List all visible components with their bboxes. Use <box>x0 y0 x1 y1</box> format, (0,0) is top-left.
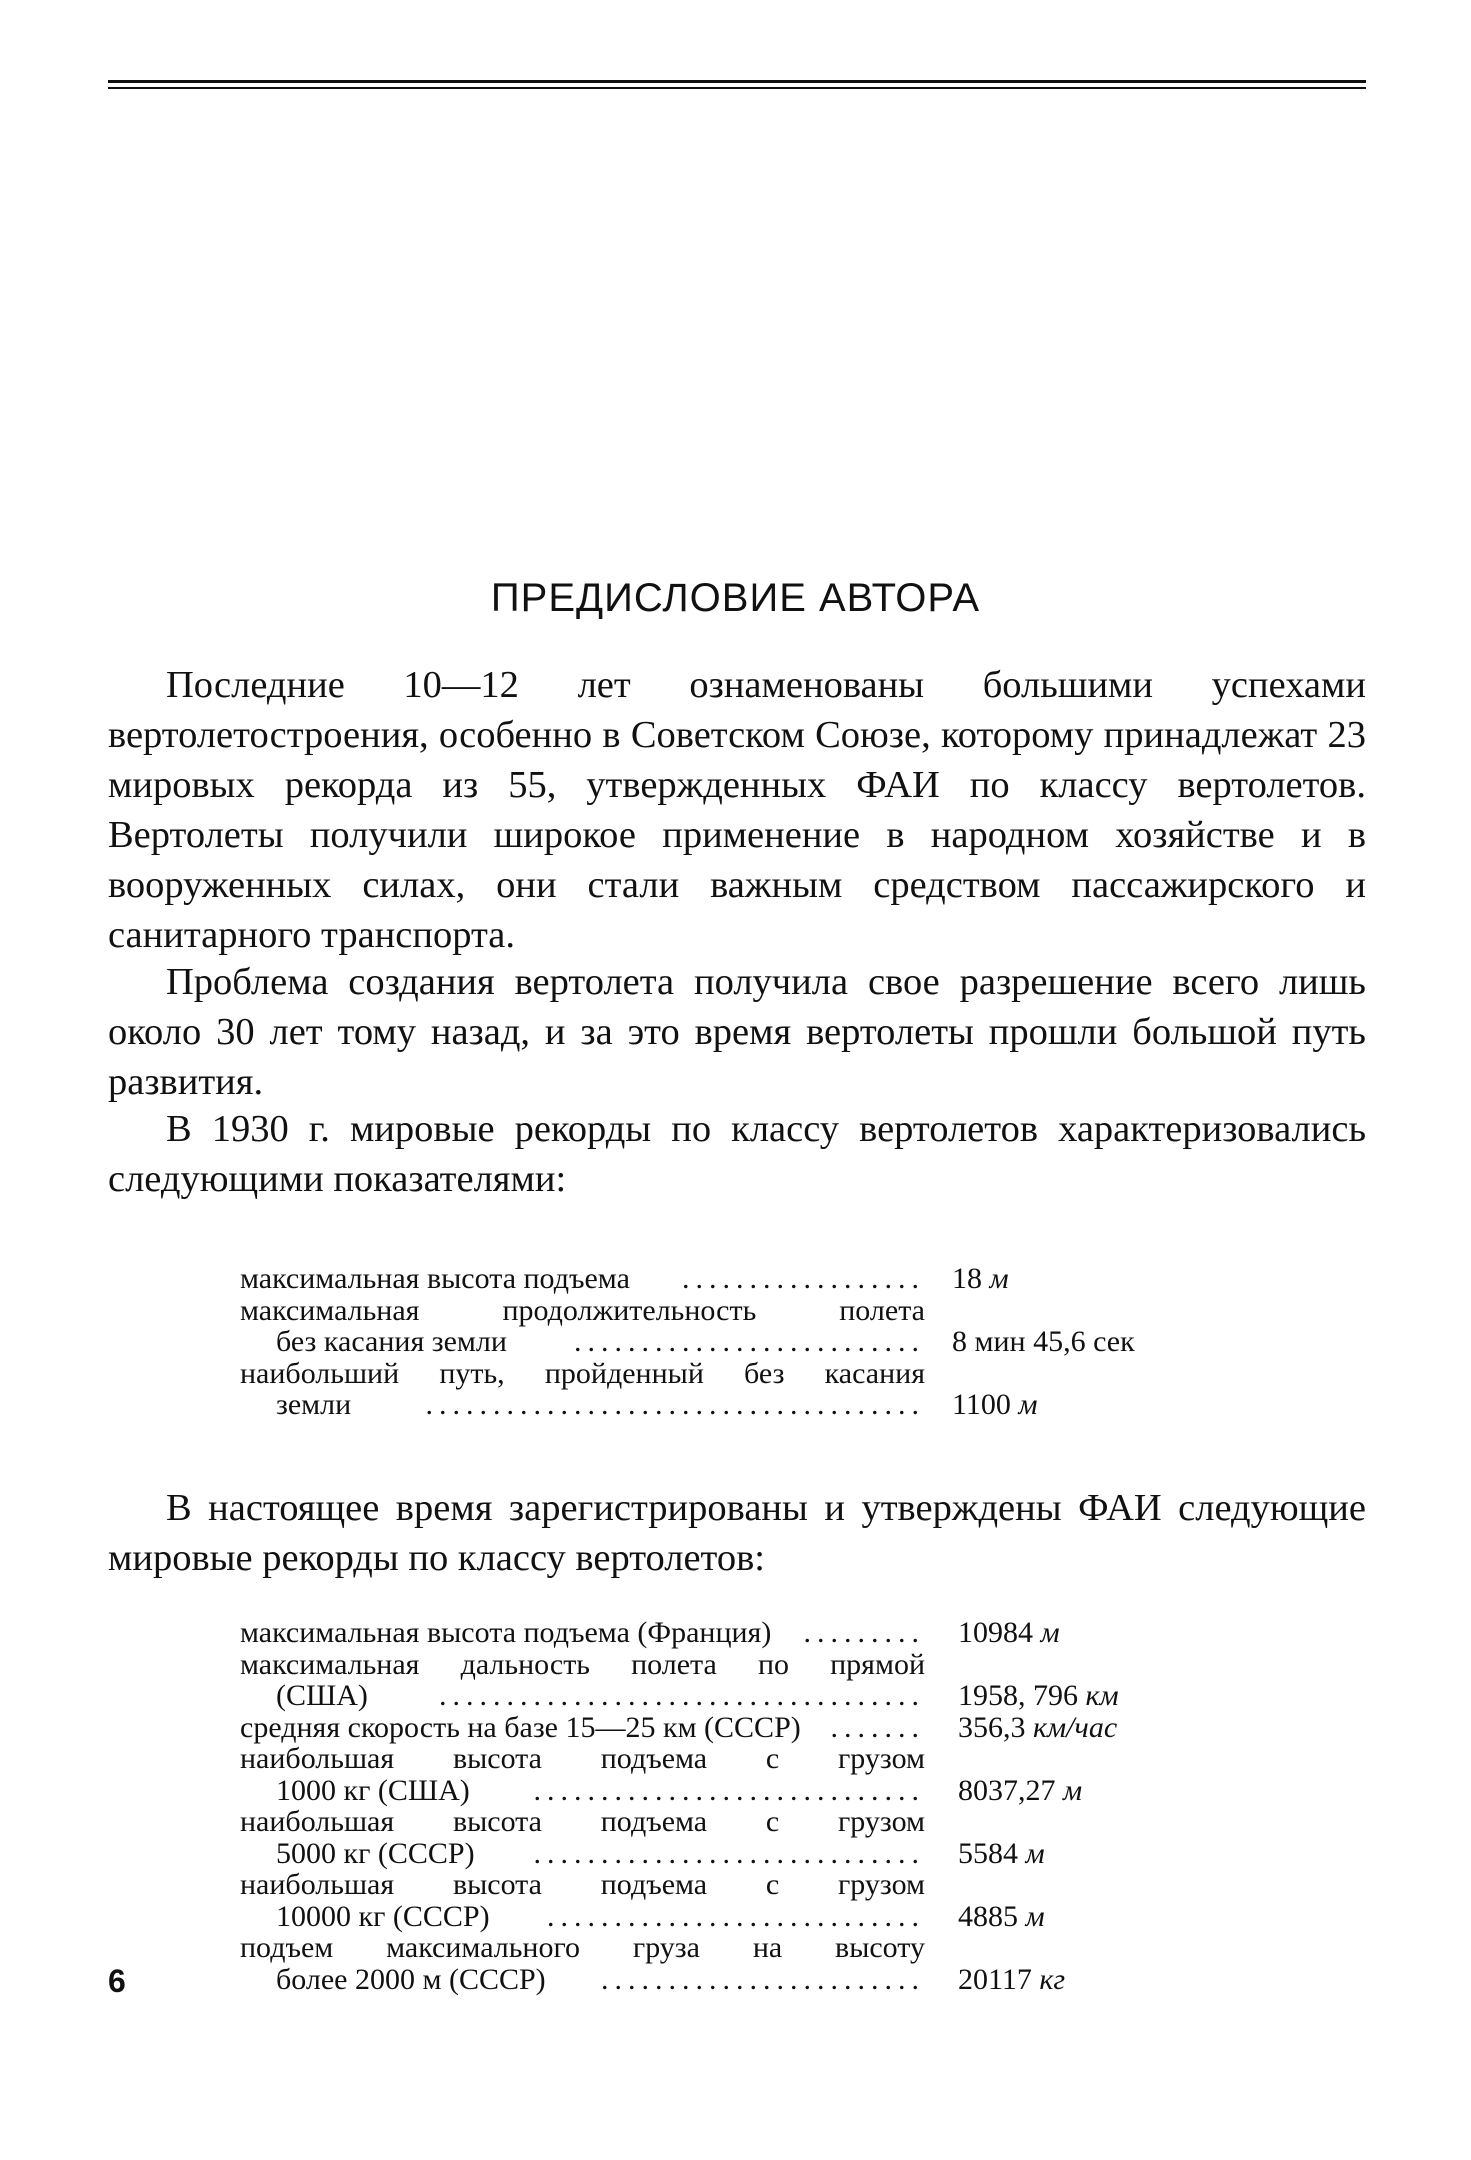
record-entry <box>240 1743 1240 1806</box>
record-line <box>240 1743 1240 1775</box>
record-line <box>240 1932 1240 1964</box>
record-label: подъем максимального груза на высоту <box>240 1931 925 1964</box>
record-unit: км <box>1078 1679 1119 1712</box>
record-entry <box>240 1806 1240 1869</box>
record-entry <box>240 1617 1240 1649</box>
record-label: наибольшая высота подъема с грузом <box>240 1868 925 1901</box>
record-value: 20117 кг <box>958 1962 1066 1996</box>
record-unit: м <box>1018 1899 1045 1933</box>
record-label: более 2000 м (СССР) <box>276 1962 546 1996</box>
record-line <box>240 1806 1240 1838</box>
record-line <box>240 1295 1240 1327</box>
record-entry <box>240 1295 1240 1358</box>
record-label: средняя скорость на базе 15—25 км (СССР) <box>240 1710 801 1744</box>
record-line <box>240 1869 1240 1901</box>
record-label: наибольшая высота подъема с грузом <box>240 1742 925 1775</box>
record-line <box>240 1680 1240 1712</box>
record-label: наибольший путь, пройденный без касания <box>240 1356 925 1390</box>
record-entry <box>240 1932 1240 1995</box>
record-line <box>240 1263 1240 1295</box>
record-value: 1958, 796 км <box>958 1679 1119 1712</box>
paragraph-current-records <box>108 1483 1366 1583</box>
record-entry <box>240 1358 1240 1421</box>
record-line <box>240 1838 1240 1870</box>
record-entry <box>240 1869 1240 1932</box>
record-label: земли <box>276 1388 352 1421</box>
record-value: 8 мин 45,6 сек <box>952 1325 1135 1358</box>
record-value: 5584 м <box>958 1836 1045 1870</box>
leader-dots: ....... <box>830 1711 925 1743</box>
record-line <box>240 1326 1240 1358</box>
record-line <box>240 1389 1240 1421</box>
record-unit: м <box>982 1262 1009 1295</box>
paragraph-1930-records <box>108 1104 1366 1204</box>
record-entry <box>240 1649 1240 1712</box>
record-label: максимальная высота подъема (Франция) <box>240 1616 772 1649</box>
record-value: 18 м <box>952 1262 1009 1295</box>
paragraph-text: В настоящее время зарегистрированы и утверждены ФАИ следующие мировые рекорды по классу вертолетов: <box>108 1487 1366 1579</box>
record-unit: м <box>1010 1388 1038 1421</box>
record-label: максимальная дальность полета по прямой <box>240 1647 925 1681</box>
record-value: 10984 м <box>958 1616 1060 1649</box>
record-line <box>240 1775 1240 1807</box>
leader-dots: ......... <box>803 1617 925 1649</box>
records-1930-table <box>240 1263 1240 1421</box>
page-number: 6 <box>108 1963 126 1999</box>
record-label: наибольшая высота подъема с грузом <box>240 1805 925 1838</box>
record-unit: км/час <box>1025 1710 1118 1744</box>
paragraph-intro <box>108 660 1366 960</box>
record-line <box>240 1358 1240 1390</box>
record-label: 10000 кг (СССР) <box>276 1899 490 1933</box>
leader-dots: ..................................... <box>425 1389 925 1421</box>
record-unit: кг <box>1031 1962 1066 1996</box>
page-title: ПРЕДИСЛОВИЕ АВТОРА <box>490 576 981 620</box>
record-line <box>240 1649 1240 1681</box>
record-label: без касания земли <box>276 1325 507 1358</box>
record-line <box>240 1712 1240 1744</box>
record-line <box>240 1964 1240 1996</box>
paragraph-text: В 1930 г. мировые рекорды по классу вертолетов характеризовались следующими показателями: <box>108 1108 1366 1200</box>
record-label: 5000 кг (СССР) <box>276 1836 475 1870</box>
record-label: (США) <box>276 1679 368 1712</box>
record-value: 356,3 км/час <box>958 1710 1118 1744</box>
leader-dots: ............................. <box>533 1774 925 1806</box>
record-entry <box>240 1712 1240 1744</box>
records-current-table <box>240 1617 1240 1995</box>
paragraph-text: Проблема создания вертолета получила свое разрешение всего лишь около 30 лет тому назад, и за это время вертолеты прошли большой путь развития. <box>108 961 1366 1103</box>
record-entry <box>240 1263 1240 1295</box>
record-value: 1100 м <box>952 1388 1038 1421</box>
record-label: 1000 кг (США) <box>276 1773 470 1807</box>
paragraph-history <box>108 957 1366 1107</box>
leader-dots: .................................... <box>439 1680 925 1712</box>
record-line <box>240 1617 1240 1649</box>
top-rule-thin <box>108 87 1366 89</box>
record-unit: м <box>1018 1836 1045 1870</box>
leader-dots: .......................... <box>574 1326 925 1358</box>
top-rule <box>108 80 1366 83</box>
record-value: 8037,27 м <box>958 1773 1083 1807</box>
record-label: максимальная высота подъема <box>240 1262 630 1295</box>
record-unit: м <box>1033 1616 1060 1649</box>
leader-dots: ........................ <box>601 1963 925 1995</box>
record-line <box>240 1901 1240 1933</box>
leader-dots: ............................ <box>547 1900 925 1932</box>
record-label: максимальная продолжительность полета <box>240 1293 925 1327</box>
leader-dots: ............................. <box>533 1837 925 1869</box>
leader-dots: .................. <box>682 1263 925 1295</box>
record-value: 4885 м <box>958 1899 1045 1933</box>
paragraph-text: Последние 10—12 лет ознаменованы большими успехами вертолетостроения, особенно в Советском Союзе, которому принадлежат 23 мировых рекорда из 55, утвержденных ФАИ по классу вертолетов. Вертолеты получили широкое применение в народном хозяйстве и в вооруженных силах, они стали важным средством пассажирского и санитарного транспорта. <box>108 664 1366 956</box>
record-unit: м <box>1055 1773 1083 1807</box>
